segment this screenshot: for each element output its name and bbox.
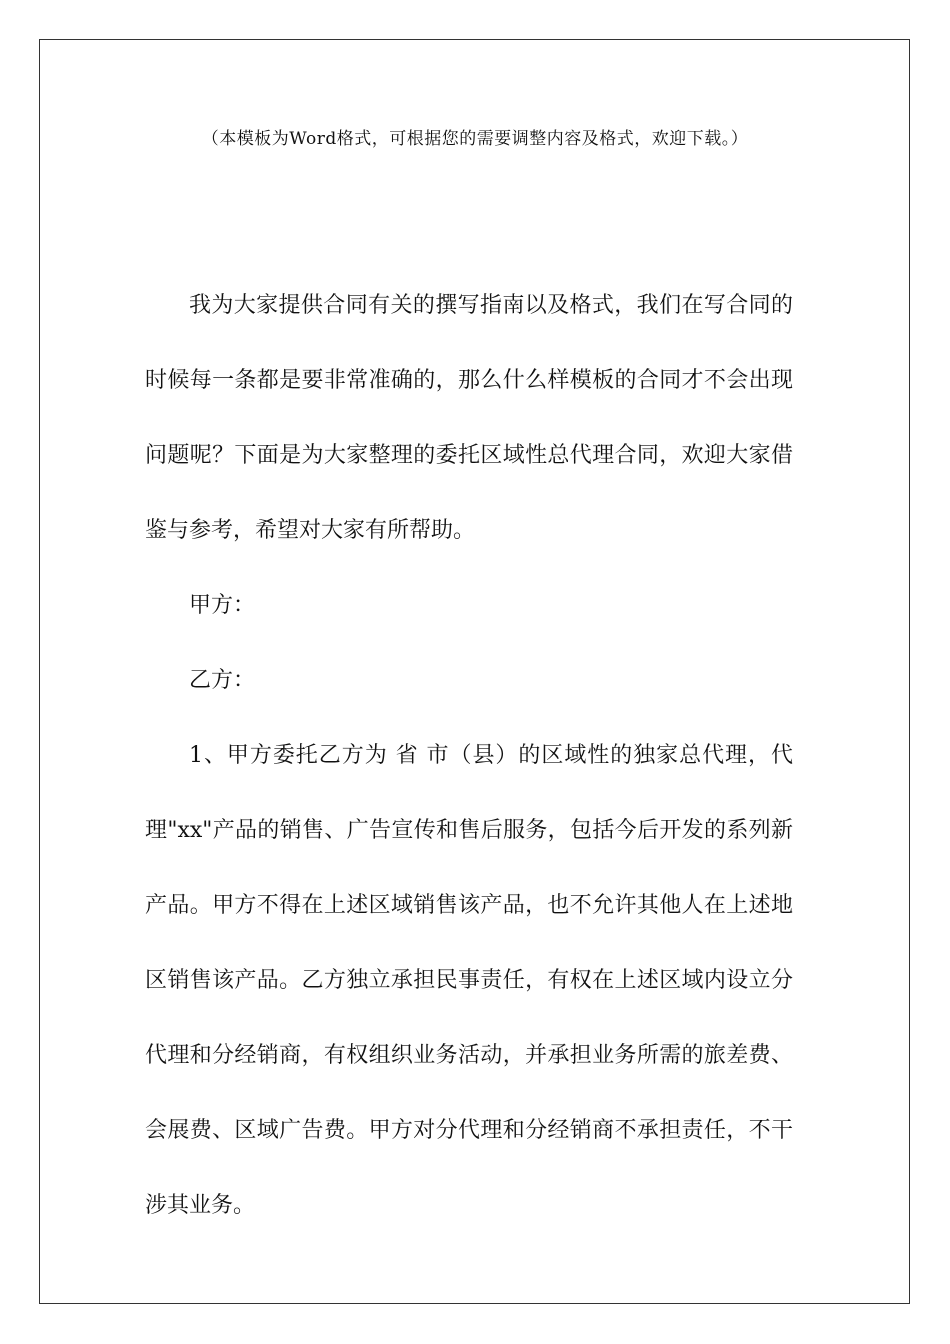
party-b-label: 乙方： bbox=[189, 668, 256, 693]
intro-paragraph: 我为大家提供合同有关的撰写指南以及格式，我们在写合同的时候每一条都是要非常准确的，那么什么样模板的合同才不会出现问题呢？下面是为大家整理的委托区域性总代理合同，欢迎大家借鉴与参考，希望对大家有所帮助。 bbox=[145, 293, 793, 543]
document-body bbox=[145, 268, 793, 1243]
party-a-label: 甲方： bbox=[189, 593, 256, 618]
template-notice: （本模板为Word格式，可根据您的需要调整内容及格式，欢迎下载。） bbox=[201, 129, 749, 149]
clause-1-paragraph: 1、甲方委托乙方为 省 市（县）的区域性的独家总代理，代理"xx"产品的销售、广告宣传和售后服务，包括今后开发的系列新产品。甲方不得在上述区域销售该产品，也不允许其他人在上述地区销售该产品。乙方独立承担民事责任，有权在上述区域内设立分代理和分经销商，有权组织业务活动，并承担业务所需的旅差费、会展费、区域广告费。甲方对分代理和分经销商不承担责任，不干涉其业务。 bbox=[145, 743, 793, 1218]
